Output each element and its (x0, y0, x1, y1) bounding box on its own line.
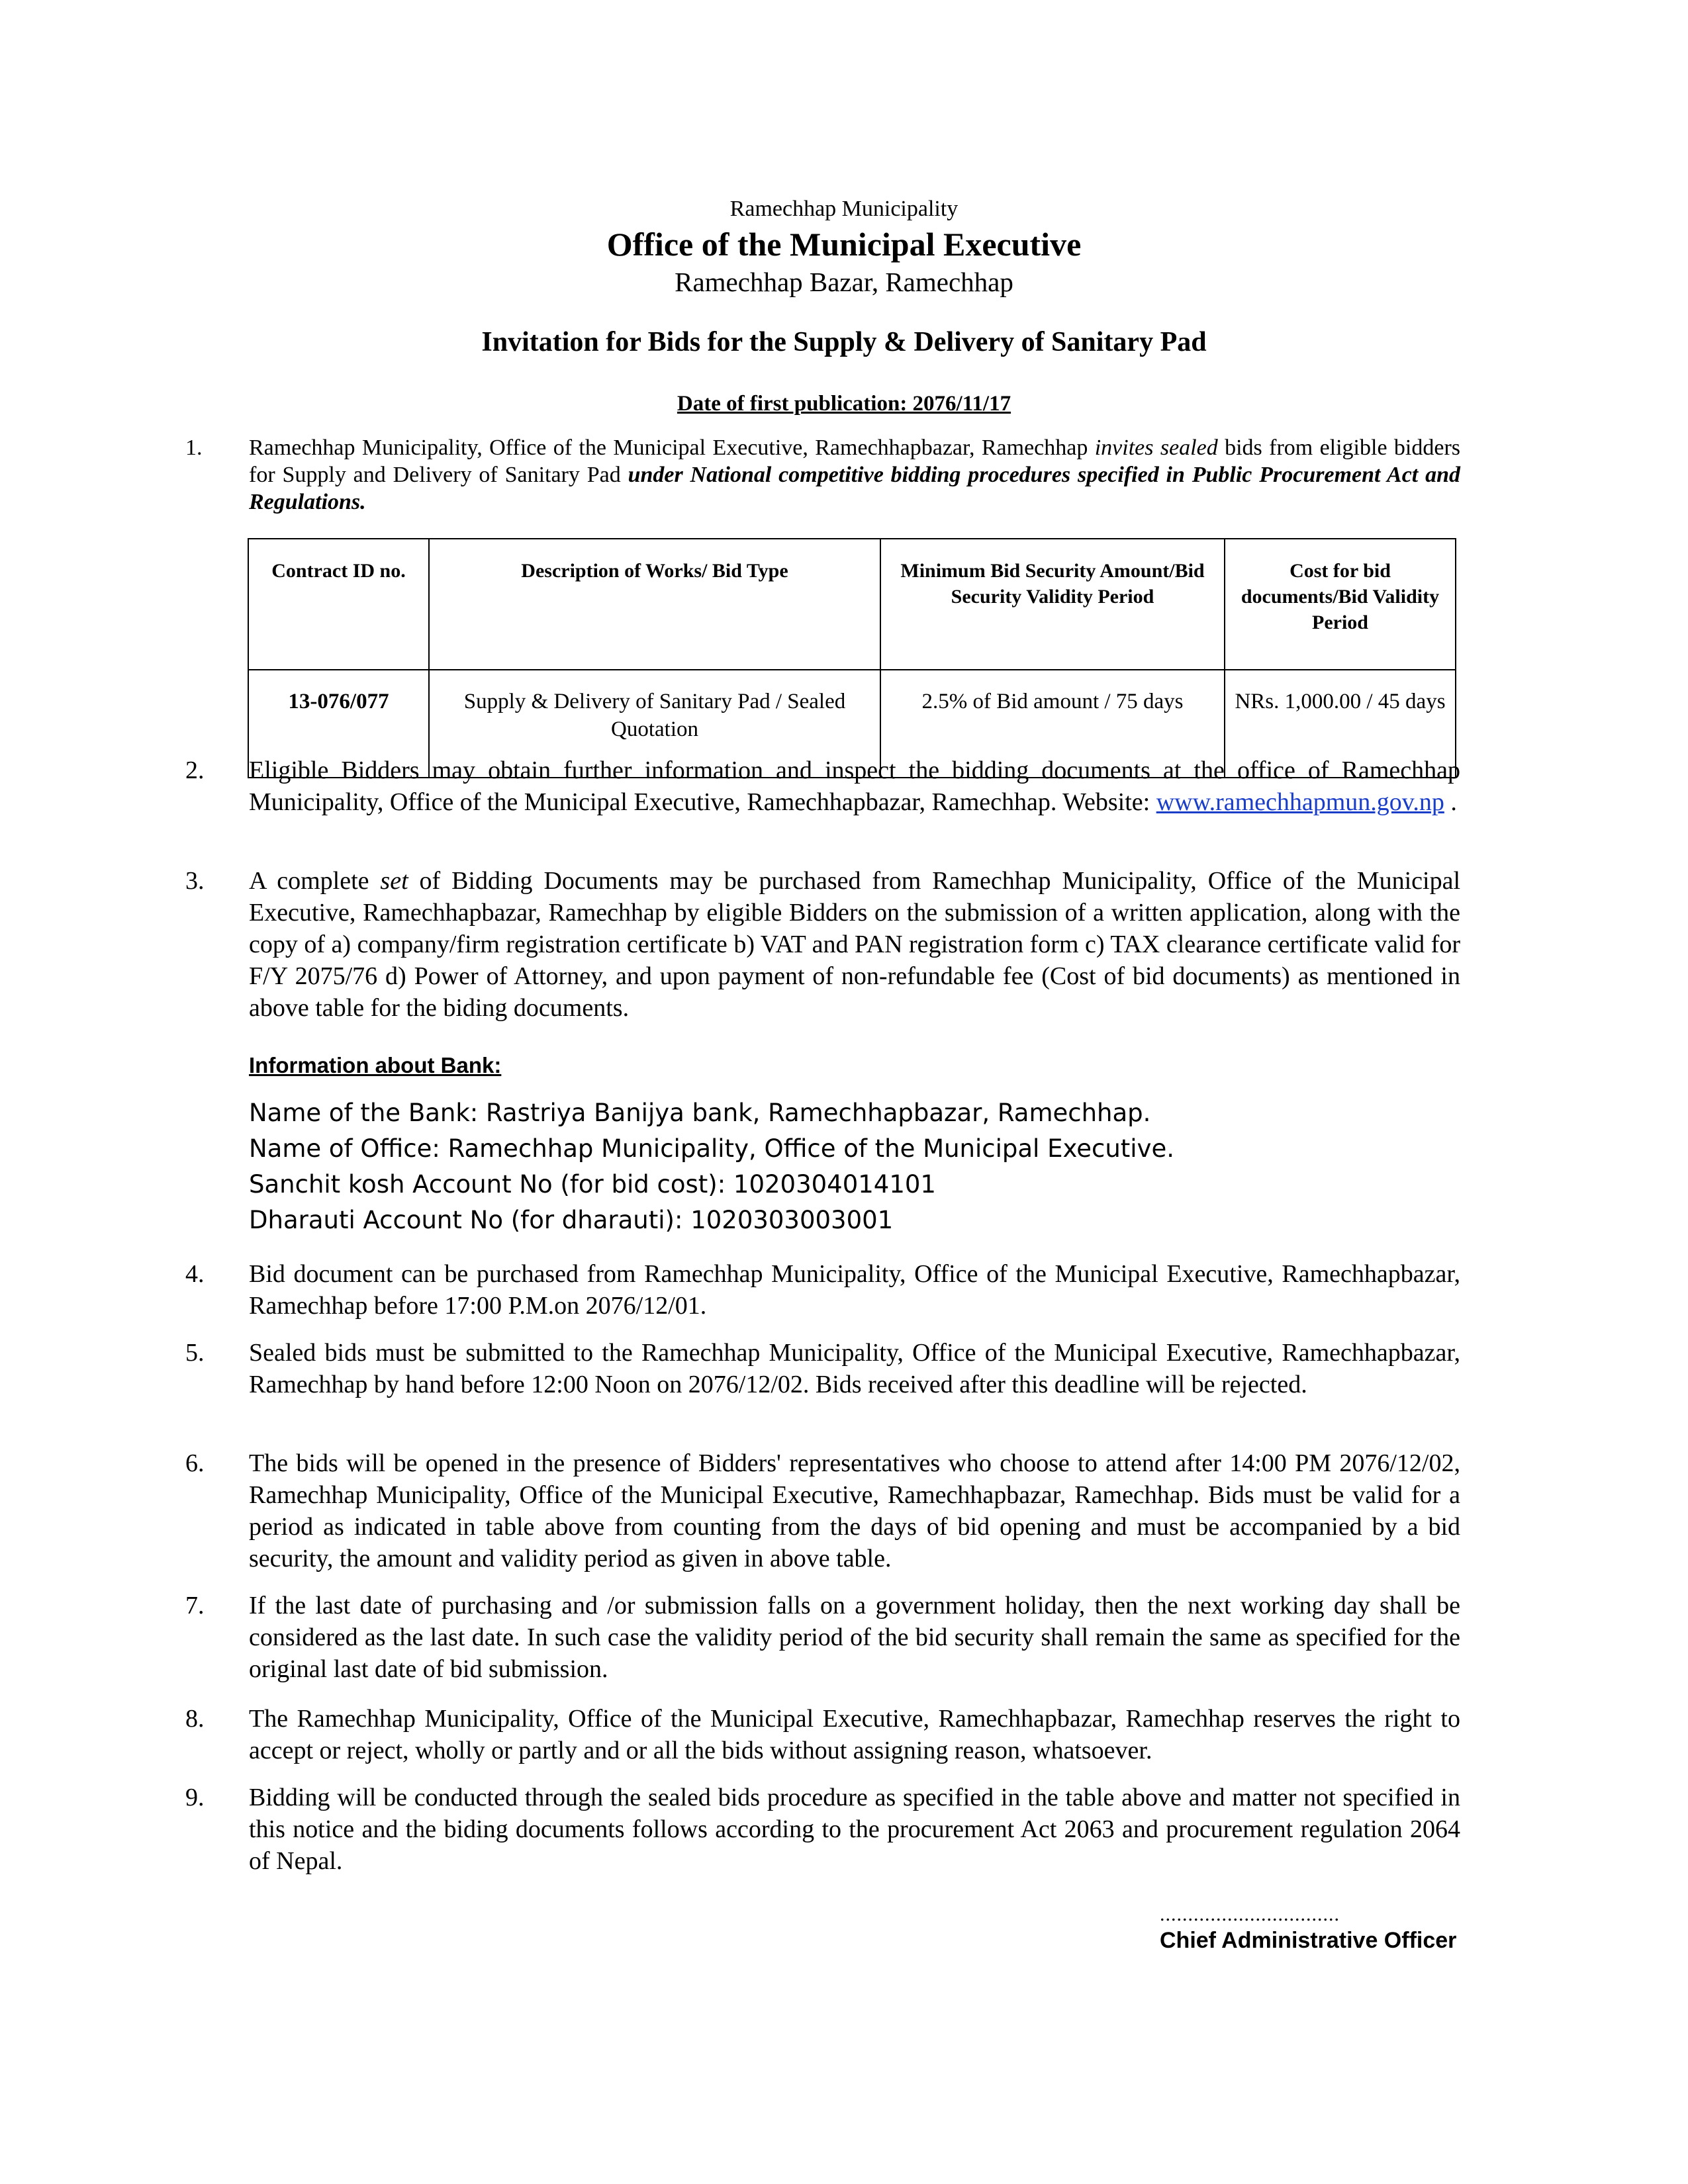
item-number: 1. (185, 435, 203, 460)
table-header-cell: Minimum Bid Security Amount/Bid Security Validity Period (880, 539, 1225, 670)
bid-cost-account-line: Sanchit kosh Account No (for bid cost): 1020304014101 (249, 1170, 936, 1199)
table-cell: 2.5% of Bid amount / 75 days (880, 670, 1225, 778)
item-4-text: Bid document can be purchased from Ramechhap Municipality, Office of the Municipal Executive, Ramechhapbazar, Ramechhap before 17:00 P.M.on 2076/12/01. (249, 1260, 1460, 1320)
table-header-row (248, 539, 1456, 670)
item-number: 6. (185, 1449, 205, 1477)
item-7-text: If the last date of purchasing and /or submission falls on a government holiday, then the next working day shall be considered as the last date. In such case the validity period of the bid security shall remain the same as specified for the original last date of bid submission. (249, 1592, 1460, 1683)
item-2-text: Eligible Bidders may obtain further information and inspect the bidding documents at the office of Ramechhap Municipality, Office of the Municipal Executive, Ramechhapbazar, Ramechhap. Website: www.ramechhapmun.gov.np . (249, 756, 1460, 816)
signatory-title: Chief Administrative Officer (1160, 1928, 1457, 1953)
item-number: 5. (185, 1339, 205, 1367)
table-cell: NRs. 1,000.00 / 45 days (1225, 670, 1456, 778)
item-number: 2. (185, 756, 205, 784)
table-header-cell: Description of Works/ Bid Type (429, 539, 880, 670)
bank-info-heading: Information about Bank: (249, 1053, 502, 1077)
notice-title: Invitation for Bids for the Supply & Delivery of Sanitary Pad (481, 327, 1207, 357)
item-number: 4. (185, 1260, 205, 1288)
office-name-line: Name of Office: Ramechhap Municipality, Office of the Municipal Executive. (249, 1134, 1174, 1163)
table-cell: Supply & Delivery of Sanitary Pad / Sealed Quotation (429, 670, 880, 778)
item-1-text: Ramechhap Municipality, Office of the Municipal Executive, Ramechhapbazar, Ramechhap invites sealed bids from eligible bidders for Supply and Delivery of Sanitary Pad under National competitive bidding procedures specified in Public Procurement Act and Regulations. (249, 435, 1461, 514)
item-number: 3. (185, 867, 205, 895)
table-cell: 13-076/077 (248, 670, 429, 778)
item-5-text: Sealed bids must be submitted to the Ramechhap Municipality, Office of the Municipal Executive, Ramechhapbazar, Ramechhap by hand before 12:00 Noon on 2076/12/02. Bids received after this deadline will be rejected. (249, 1339, 1460, 1398)
dharauti-account-line: Dharauti Account No (for dharauti): 1020303003001 (249, 1206, 894, 1234)
item-number: 9. (185, 1784, 205, 1811)
office-title: Office of the Municipal Executive (606, 226, 1082, 263)
table-header-cell: Cost for bid documents/Bid Validity Period (1225, 539, 1456, 670)
table-header-cell: Contract ID no. (248, 539, 429, 670)
item-6-text: The bids will be opened in the presence of Bidders' representatives who choose to attend after 14:00 PM 2076/12/02, Ramechhap Municipality, Office of the Municipal Executive, Ramechhapbazar, Ramechhap. Bids must be valid for a period as indicated in table above from counting from the days of bid opening and must be accompanied by a bid security, the amount and validity period as given in above table. (249, 1449, 1460, 1572)
item-3-text: A complete set of Bidding Documents may be purchased from Ramechhap Municipality, Office of the Municipal Executive, Ramechhapbazar, Ramechhap by eligible Bidders on the submission of a written application, along with the copy of a) company/firm registration certificate b) VAT and PAN registration form c) TAX clearance certificate valid for F/Y 2075/76 d) Power of Attorney, and upon payment of non-refundable fee (Cost of bid documents) as mentioned in above table for the biding documents. (249, 867, 1460, 1022)
signature-line: ................................ (1160, 1903, 1340, 1925)
item-number: 8. (185, 1705, 205, 1733)
municipality-name: Ramechhap Municipality (729, 197, 959, 221)
item-8-text: The Ramechhap Municipality, Office of the Municipal Executive, Ramechhapbazar, Ramechhap reserves the right to accept or reject, wholly or partly and or all the bids without assigning reason, whatsoever. (249, 1705, 1460, 1764)
bid-table (248, 538, 1456, 778)
item-number: 7. (185, 1592, 205, 1619)
bank-name-line: Name of the Bank: Rastriya Banijya bank, Ramechhapbazar, Ramechhap. (249, 1099, 1151, 1127)
publication-date: Date of first publication: 2076/11/17 (677, 392, 1011, 416)
office-address: Ramechhap Bazar, Ramechhap (675, 267, 1013, 297)
website-link[interactable]: www.ramechhapmun.gov.np (1156, 788, 1444, 816)
item-9-text: Bidding will be conducted through the sealed bids procedure as specified in the table above and matter not specified in this notice and the biding documents follows according to the procurement Act 2063 and procurement regulation 2064 of Nepal. (249, 1784, 1460, 1875)
